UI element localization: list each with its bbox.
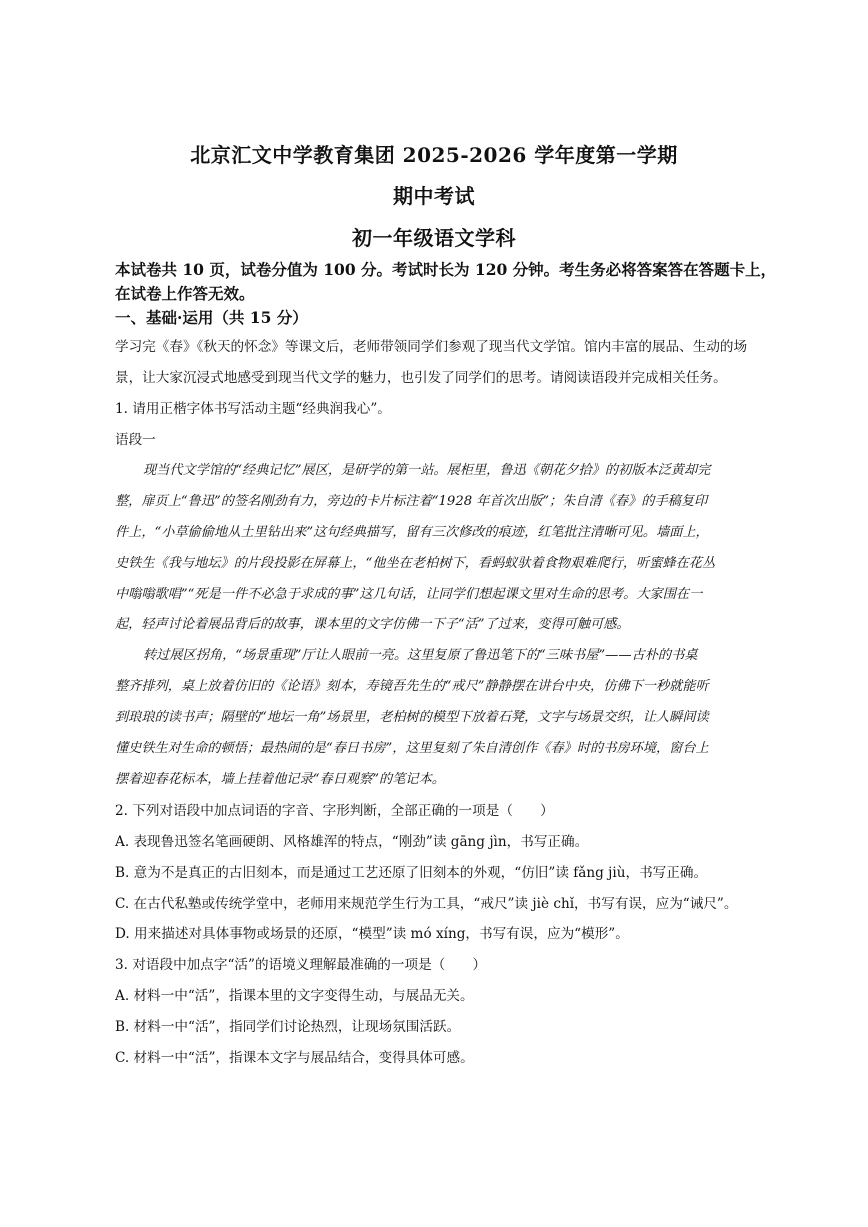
exam-title: 北京汇文中学教育集团 2025-2026 学年度第一学期 xyxy=(190,143,678,167)
question-3-option-a: A. 材料一中“活”，指课本里的文字变得生动，与展品无关。 xyxy=(115,988,474,1004)
question-2-option-a: A. 表现鲁迅签名笔画硬朗、风格雄浑的特点，“刚劲”读 gāng jìn，书写正确。 xyxy=(115,834,589,850)
question-3-option-b: B. 材料一中“活”，指同学们讨论热烈，让现场氛围活跃。 xyxy=(115,1019,461,1035)
question-2-option-b: B. 意为不是真正的古旧刻本，而是通过工艺还原了旧刻本的外观，“仿旧”读 fǎng jiù，书写正确。 xyxy=(115,865,708,881)
subject-title: 初一年级语文学科 xyxy=(352,226,516,250)
passage-line: 整，扉页上“鲁迅”的签名刚劲有力，旁边的卡片标注着“1928 年首次出版”；朱自清《春》的手稿复印 xyxy=(115,494,708,509)
passage-line: 整齐排列，桌上放着仿旧的《论语》刻本，寿镜吾先生的“戒尺”静静摆在讲台中央，仿佛下一秒就能听 xyxy=(115,679,709,694)
passage-line: 摆着迎春花标本，墙上挂着他记录“春日观察”的笔记本。 xyxy=(115,772,445,787)
question-3-option-c: C. 材料一中“活”，指课本文字与展品结合，变得具体可感。 xyxy=(115,1050,474,1066)
passage-line: 中嗡嗡歌唱”“死是一件不必急于求成的事”这几句话，让同学们想起课文里对生命的思考。大家围在一 xyxy=(115,587,703,602)
question-2-option-d: D. 用来描述对具体事物或场景的还原，“模型”读 mó xíng，书写有误，应为“模形”。 xyxy=(115,926,629,942)
question-3-stem: 3. 对语段中加点字“活”的语境义理解最准确的一项是（ ） xyxy=(115,957,487,973)
passage-line: 件上，“小草偷偷地从土里钻出来”这句经典描写，留有三次修改的痕迹，红笔批注清晰可见。墙面上， xyxy=(115,525,709,540)
notice-line-1: 本试卷共 10 页，试卷分值为 100 分。考试时长为 120 分钟。考生务必将答案答在答题卡上， xyxy=(115,260,777,279)
passage-line: 现当代文学馆的“经典记忆”展区，是研学的第一站。展柜里，鲁迅《朝花夕拾》的初版本泛黄却完 xyxy=(143,463,711,478)
section-heading: 一、基础·运用（共 15 分） xyxy=(115,308,308,327)
passage-line: 懂史铁生对生命的顿悟；最热闹的是“春日书房”，这里复刻了朱自清创作《春》时的书房环境，窗台上 xyxy=(115,741,709,756)
question-2-option-c: C. 在古代私塾或传统学堂中，老师用来规范学生行为工具，“戒尺”读 jiè chǐ，书写有误，应为“诫尺”。 xyxy=(115,896,738,912)
passage-line: 史铁生《我与地坛》的片段投影在屏幕上，“他坐在老柏树下，看蚂蚁驮着食物艰难爬行，听蜜蜂在花丛 xyxy=(115,556,716,571)
passage-label: 语段一 xyxy=(115,432,156,448)
exam-subtitle: 期中考试 xyxy=(393,184,475,208)
question-2-stem: 2. 下列对语段中加点词语的字音、字形判断，全部正确的一项是（ ） xyxy=(115,803,554,819)
section-intro-line: 景，让大家沉浸式地感受到现当代文学的魅力，也引发了同学们的思考。请阅读语段并完成相关任务。 xyxy=(115,370,727,386)
passage-line: 转过展区拐角，“场景重现”厅让人眼前一亮。这里复原了鲁迅笔下的“三味书屋”——古朴的书桌 xyxy=(143,648,698,663)
passage-line: 到琅琅的读书声；隔壁的“地坛一角”场景里，老柏树的模型下放着石凳，文字与场景交织，让人瞬间读 xyxy=(115,710,709,725)
question-1: 1. 请用正楷字体书写活动主题“经典润我心”。 xyxy=(115,401,391,417)
passage-line: 起，轻声讨论着展品背后的故事，课本里的文字仿佛一下子“活”了过来，变得可触可感。 xyxy=(115,617,630,632)
notice-line-2: 在试卷上作答无效。 xyxy=(115,284,255,303)
section-intro-line: 学习完《春》《秋天的怀念》等课文后，老师带领同学们参观了现当代文学馆。馆内丰富的展品、生动的场 xyxy=(115,339,748,355)
